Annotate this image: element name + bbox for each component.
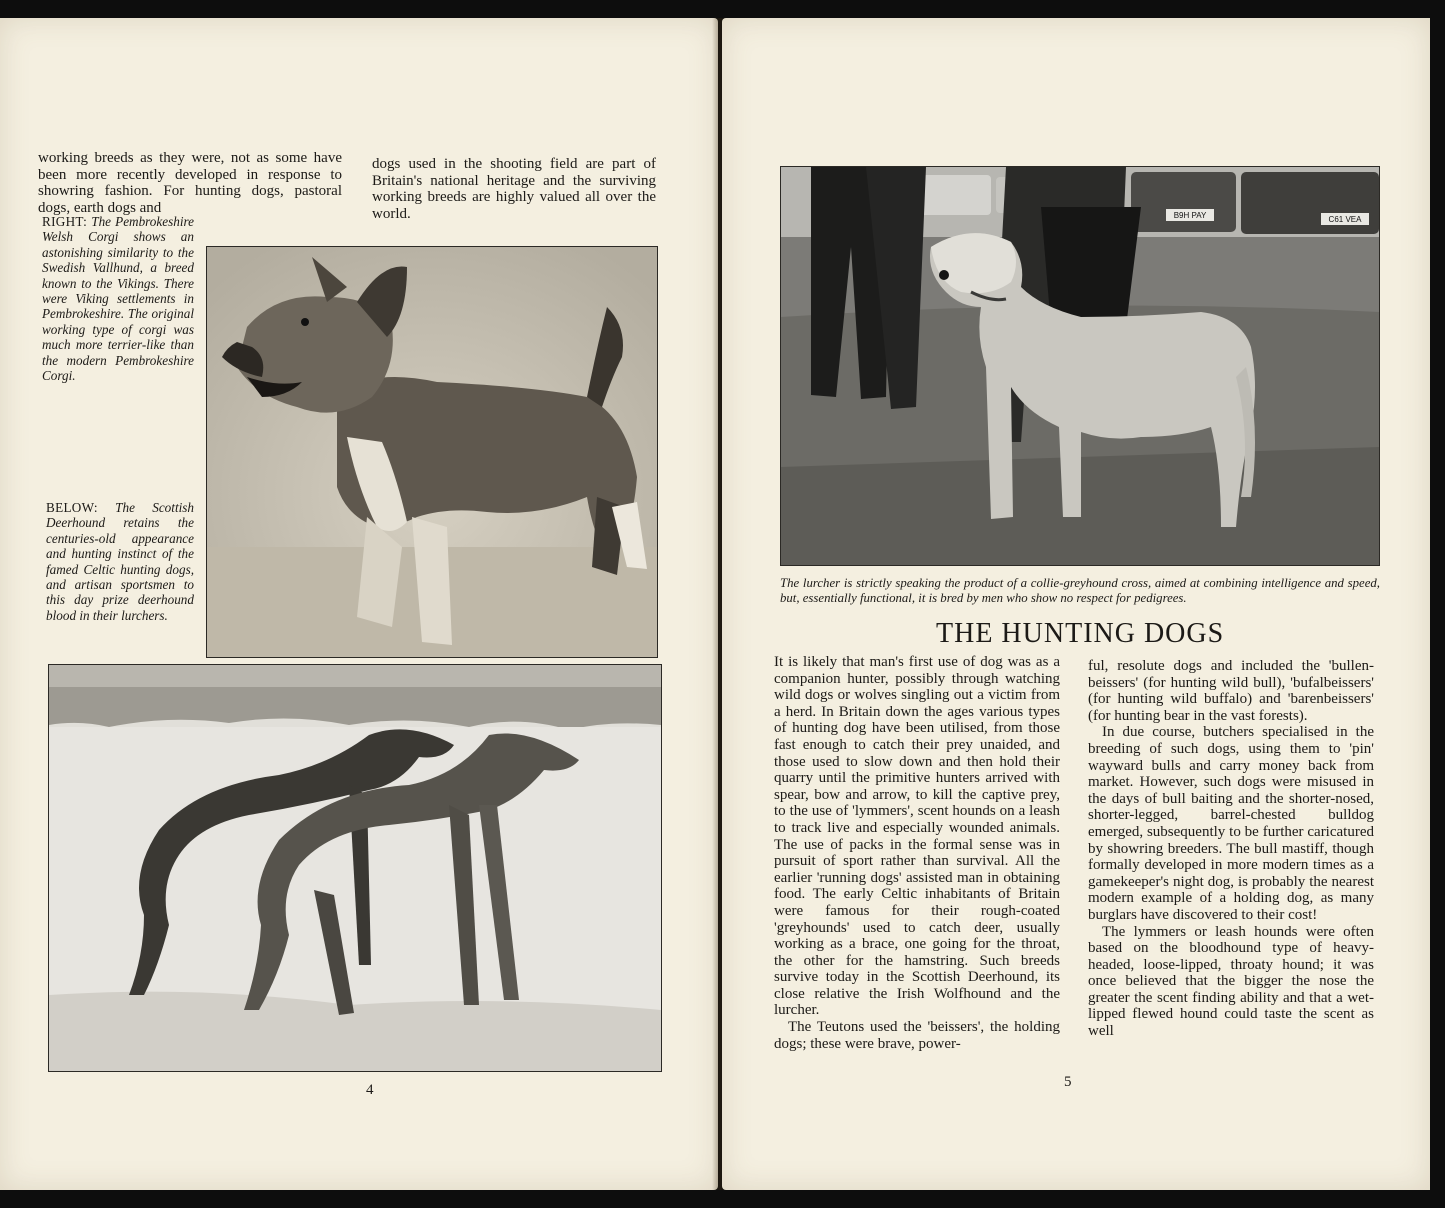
caption-right-corgi (42, 214, 194, 383)
left-col2-paragraph: dogs used in the shooting field are part of Britain's national heritage and the surviving working breeds are highly valued all over the world. (372, 156, 656, 222)
folio-right: 5 (1064, 1074, 1072, 1090)
right-col1-paragraph-2: The Teutons used the 'beissers', the holding dogs; these were brave, power- (774, 1019, 1060, 1052)
right-page (722, 18, 1430, 1190)
right-col2-paragraph-2: In due course, butchers specialised in the breeding of such dogs, using them to 'pin' wayward bulls and carry money back from market. However, such dogs were misused in the days of bull baiting and the shorter-nosed, shorter-legged, barrel-chested bulldog emerged, subsequently to be further caricatured by showring breeders. The bull mastiff, though formally developed in more modern times as a gamekeeper's night dog, is probably the nearest modern example of a holding dog, as many burglars have discovered to their cost! (1088, 724, 1374, 923)
folio-left: 4 (366, 1082, 374, 1098)
left-col1-text (38, 150, 342, 216)
right-col1-text (774, 654, 1060, 1052)
corgi-photo (206, 246, 658, 658)
lurcher-caption (780, 576, 1380, 605)
lurcher-caption-text: The lurcher is strictly speaking the product of a collie-greyhound cross, aimed at combining intelligence and speed, but, essentially functional, it is bred by men who show no respect for pedigrees. (780, 576, 1380, 605)
left-col1-paragraph: working breeds as they were, not as some have been more recently developed in response to showring fashion. For hunting dogs, pastoral dogs, earth dogs and (38, 150, 342, 216)
lurcher-photo (780, 166, 1380, 566)
right-col2-text (1088, 658, 1374, 1040)
page-title: THE HUNTING DOGS (936, 618, 1225, 649)
caption-right-label: RIGHT: (42, 214, 88, 229)
plate-left: B9H PAY (1173, 211, 1207, 220)
right-col1-paragraph-1: It is likely that man's first use of dog was as a companion hunter, possibly through watching wild dogs or wolves singling out a victim from a herd. In Britain down the ages various types of hunting dog have been utilised, from those fast enough to catch their prey unaided, and those used to slow down and then hold their quarry until the primitive hunters arrived with spear, bow and arrow, to kill the captive prey, to the use of 'lymmers', scent hounds on a leash to track live and especially wounded animals. The use of packs in the formal sense was in pursuit of sport rather than survival. All the earlier 'running dogs' assisted man in obtaining food. The early Celtic inhabitants of Britain were famous for their rough-coated 'greyhounds' used to catch deer, usually working as a brace, one going for the throat, the other for the hamstring. Such breeds survive today in the Scottish Deerhound, its close relative the Irish Wolfhound and the lurcher. (774, 654, 1060, 1019)
left-page (0, 18, 718, 1190)
right-col2-paragraph-3: The lymmers or leash hounds were often based on the bloodhound type of heavy-headed, loose-lipped, throaty hound; it was once believed that the bigger the nose the greater the scent finding ability and that a wet-lipped flewed hound could taste the scent as well (1088, 923, 1374, 1040)
deerhound-painting (48, 664, 662, 1072)
left-col2-text (372, 156, 656, 222)
caption-below-deerhound (46, 500, 194, 623)
plate-right: C61 VEA (1328, 215, 1362, 224)
right-col2-paragraph-1: ful, resolute dogs and included the 'bullen-beissers' (for hunting wild bull), 'bufalbeissers' (for hunting wild buffalo) and 'barenbeissers' (for hunting bear in the vast forests). (1088, 658, 1374, 724)
caption-below-text: The Scottish Deerhound retains the centuries-old appearance and hunting instinct of the famed Celtic hunting dogs, and artisan sportsmen to this day prize deerhound blood in their lurchers. (46, 500, 194, 623)
caption-right-text: The Pembrokeshire Welsh Corgi shows an astonishing similarity to the Swedish Vallhund, a breed known to the Vikings. There were Viking settlements in Pembrokeshire. The original working type of corgi was much more terrier-like than the modern Pembrokeshire Corgi. (42, 214, 194, 384)
caption-below-label: BELOW: (46, 500, 98, 515)
